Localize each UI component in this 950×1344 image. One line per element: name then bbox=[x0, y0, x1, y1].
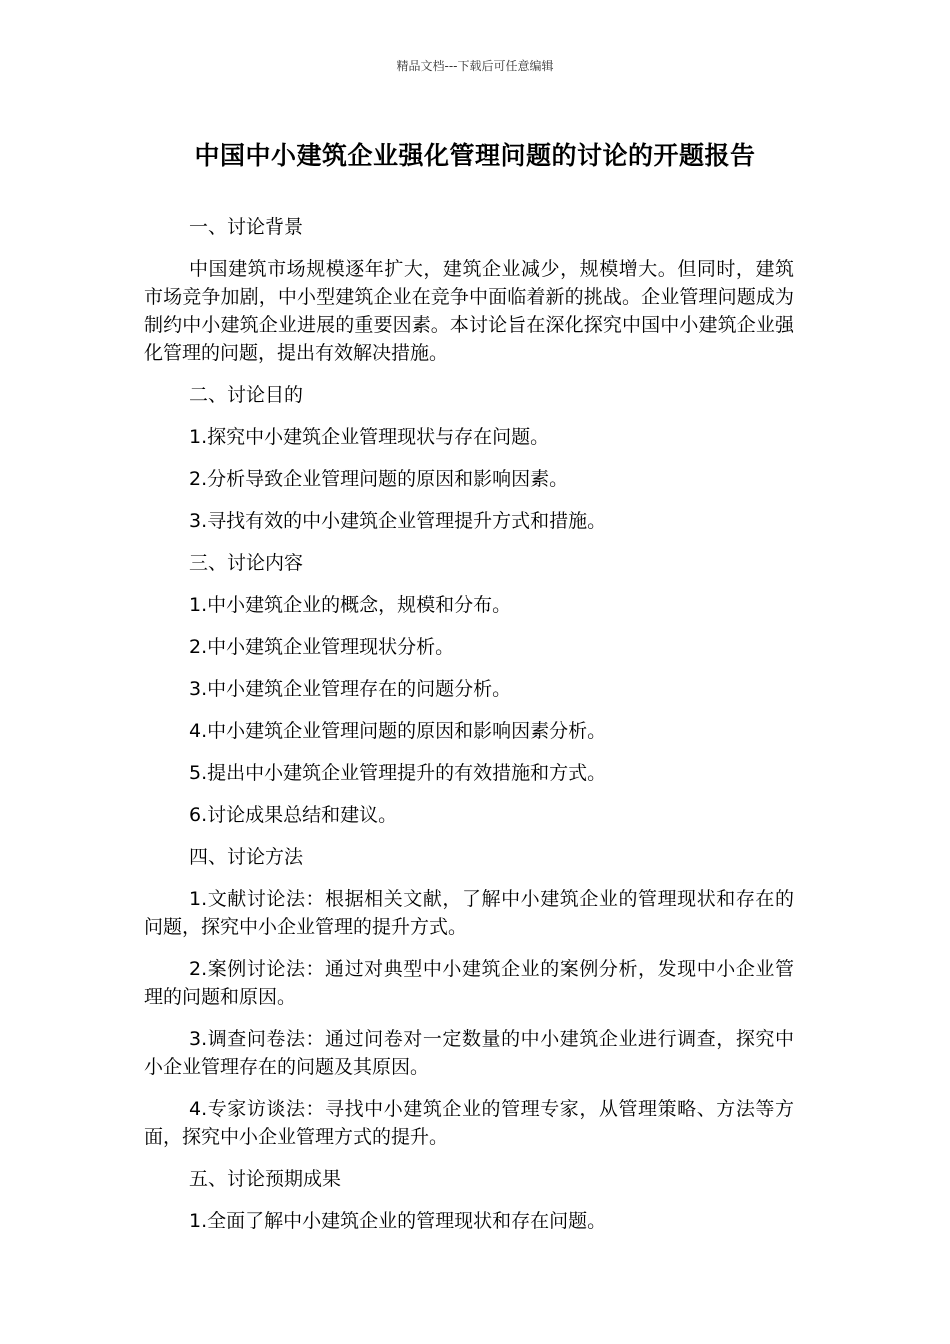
body-paragraph: 3.调查问卷法：通过问卷对一定数量的中小建筑企业进行调查，探究中小企业管理存在的问题及其原因。 bbox=[144, 1028, 794, 1078]
list-item: 6.讨论成果总结和建议。 bbox=[189, 804, 398, 826]
list-item: 1.探究中小建筑企业管理现状与存在问题。 bbox=[189, 426, 550, 448]
list-item: 4.中小建筑企业管理问题的原因和影响因素分析。 bbox=[189, 720, 607, 742]
list-item: 2.中小建筑企业管理现状分析。 bbox=[189, 636, 455, 658]
list-item: 1.中小建筑企业的概念，规模和分布。 bbox=[189, 594, 512, 616]
body-paragraph: 1.文献讨论法：根据相关文献，了解中小建筑企业的管理现状和存在的问题，探究中小企业管理的提升方式。 bbox=[144, 888, 794, 938]
body-paragraph: 2.案例讨论法：通过对典型中小建筑企业的案例分析，发现中小企业管理的问题和原因。 bbox=[144, 958, 794, 1008]
document-title: 中国中小建筑企业强化管理问题的讨论的开题报告 bbox=[194, 141, 756, 170]
list-item: 1.全面了解中小建筑企业的管理现状和存在问题。 bbox=[189, 1210, 607, 1232]
list-item: 3.寻找有效的中小建筑企业管理提升方式和措施。 bbox=[189, 510, 607, 532]
body-paragraph: 中国建筑市场规模逐年扩大，建筑企业减少，规模增大。但同时，建筑市场竞争加剧，中小型建筑企业在竞争中面临着新的挑战。企业管理问题成为制约中小建筑企业进展的重要因素。本讨论旨在深化探究中国中小建筑企业强化管理的问题，提出有效解决措施。 bbox=[144, 258, 794, 364]
section-heading: 一、讨论背景 bbox=[189, 216, 304, 238]
section-heading: 二、讨论目的 bbox=[189, 384, 304, 406]
section-heading: 四、讨论方法 bbox=[189, 846, 304, 868]
list-item: 5.提出中小建筑企业管理提升的有效措施和方式。 bbox=[189, 762, 607, 784]
section-heading: 五、讨论预期成果 bbox=[189, 1168, 342, 1190]
list-item: 2.分析导致企业管理问题的原因和影响因素。 bbox=[189, 468, 569, 490]
section-heading: 三、讨论内容 bbox=[189, 552, 304, 574]
body-paragraph: 4.专家访谈法：寻找中小建筑企业的管理专家，从管理策略、方法等方面，探究中小企业管理方式的提升。 bbox=[144, 1098, 794, 1148]
header-note: 精品文档---下载后可任意编辑 bbox=[396, 59, 554, 73]
document-body bbox=[144, 213, 794, 1249]
list-item: 3.中小建筑企业管理存在的问题分析。 bbox=[189, 678, 512, 700]
